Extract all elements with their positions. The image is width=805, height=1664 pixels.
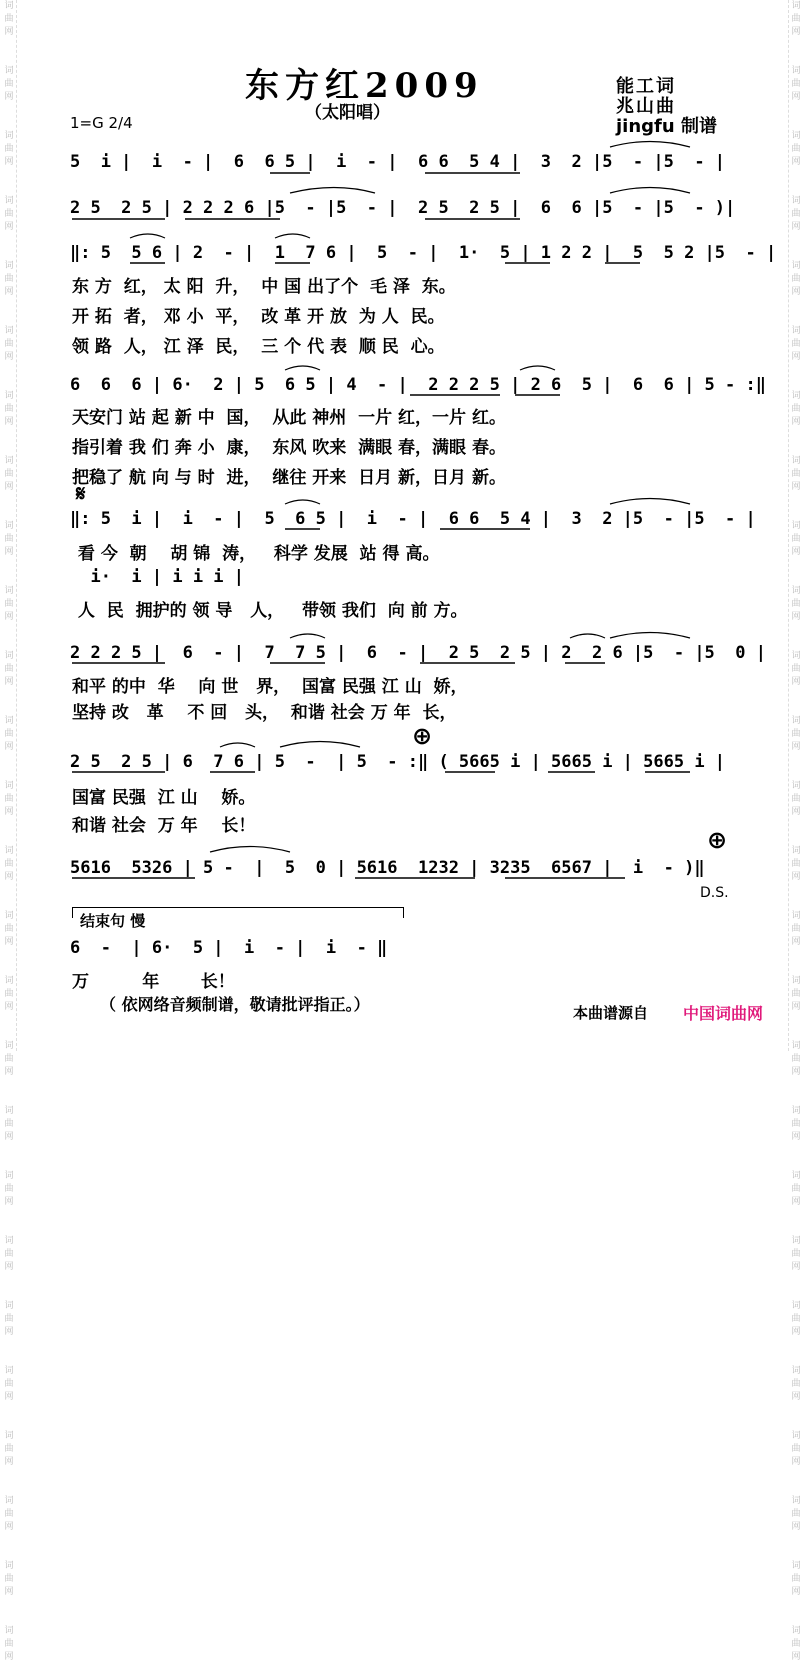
ds-marking: D.S. <box>700 885 729 901</box>
song-title: 东方红2009 <box>245 66 484 106</box>
song-subtitle: （太阳唱） <box>305 103 390 123</box>
score-row-5-alt: i· i | i i i | <box>70 567 244 587</box>
ending-label: 结束句 慢 <box>80 912 146 930</box>
arranger-credit: jingfu 制谱 <box>616 116 717 137</box>
score-row-9: 6 - | 6· 5 | i - | i - ‖ <box>70 938 388 958</box>
coda-sign-2: ⊕ <box>707 826 728 854</box>
lyric-row-4-verse-2: 指引着 我 们 奔 小 康， 东风 吹来 满眼 春，满眼 春。 <box>72 438 506 458</box>
lyric-row-4-verse-1: 天安门 站 起 新 中 国， 从此 神州 一片 红，一片 红。 <box>72 408 506 428</box>
footer-note: （ 依网络音频制谱，敬请批评指正。） <box>100 995 370 1014</box>
score-row-1: 5 i | i - | 6 6 5 | i - | 6 6 5 4 | 3 2 |5 - |5 - | <box>70 152 726 172</box>
watermark-left: 词 曲 网 词 曲 网 词 曲 网 词 曲 网 词 曲 网 词 曲 网 词 曲 网 词 曲 网 词 曲 网 词 曲 网 词 曲 网 词 曲 网 词 曲 网 词 曲 网 词 曲 网 词 曲 网 词 曲 网 词 曲 网 词 曲 网 词 曲 网 词 曲 网 词 曲 网 词 曲 网 词 曲 网 词 曲 网 词 曲 网 <box>2 0 17 1051</box>
lyric-row-6-verse-1: 和平 的中 华 向 世 界， 国富 民强 江 山 娇， <box>72 677 468 697</box>
score-row-2: 2 5 2 5 | 2 2 2 6 |5 - |5 - | 2 5 2 5 | 6 6 |5 - |5 - )| <box>70 198 736 218</box>
score-row-8: 5616 5326 | 5 - | 5 0 | 5616 1232 | 3235 6567 | i - )‖ <box>70 858 705 878</box>
lyricist-credit: 能工词 <box>616 76 676 97</box>
lyric-row-4-verse-3: 把稳了 航 向 与 时 进， 继往 开来 日月 新，日月 新。 <box>72 468 506 488</box>
key-signature: 1=G 2/4 <box>70 114 133 132</box>
score-row-4: 6 6 6 | 6· 2 | 5 6 5 | 4 - | 2 2 2 5 | 2 6 5 | 6 6 | 5 - :‖ <box>70 375 766 395</box>
score-row-7: 2 5 2 5 | 6 7 6 | 5 - | 5 - :‖ ( 5665 i | 5665 i | 5665 i | <box>70 752 726 772</box>
lyric-row-9: 万 年 长！ <box>72 972 235 992</box>
source-site-link[interactable]: 中国词曲网 <box>683 1004 764 1023</box>
lyric-row-3-verse-1: 东 方 红， 太 阳 升， 中 国 出了个 毛 泽 东。 <box>72 277 456 297</box>
composer-credit: 兆山曲 <box>616 96 676 117</box>
lyric-row-7-verse-2: 和谐 社会 万 年 长！ <box>72 816 256 836</box>
lyric-row-5-verse-2: 人 民 拥护的 领 导 人， 带领 我们 向 前 方。 <box>72 601 468 621</box>
coda-sign-1: ⊕ <box>412 722 433 750</box>
source-label: 本曲谱源自 <box>573 1004 649 1022</box>
segno-sign: 𝄋 <box>76 482 86 507</box>
lyric-row-6-verse-2: 坚持 改 革 不 回 头， 和谐 社会 万 年 长， <box>72 703 457 723</box>
lyric-row-7-verse-1: 国富 民强 江 山 娇。 <box>72 788 256 808</box>
lyric-row-5-verse-1: 看 今 朝 胡 锦 涛， 科学 发展 站 得 高。 <box>72 544 440 564</box>
lyric-row-3-verse-3: 领 路 人， 江 泽 民， 三 个 代 表 顺 民 心。 <box>72 337 445 357</box>
score-row-5: ‖: 5 i | i - | 5 6 5 | i - | 6 6 5 4 | 3 2 |5 - |5 - | <box>70 509 756 529</box>
score-row-3: ‖: 5 5 6 | 2 - | 1 7 6 | 5 - | 1· 5 | 1 2 2 | 5 5 2 |5 - | <box>70 243 777 263</box>
score-row-6: 2 2 2 5 | 6 - | 7 7 5 | 6 - | 2 5 2 5 | 2 2 6 |5 - |5 0 | <box>70 643 766 663</box>
watermark-right: 词 曲 网 词 曲 网 词 曲 网 词 曲 网 词 曲 网 词 曲 网 词 曲 网 词 曲 网 词 曲 网 词 曲 网 词 曲 网 词 曲 网 词 曲 网 词 曲 网 词 曲 网 词 曲 网 词 曲 网 词 曲 网 词 曲 网 词 曲 网 词 曲 网 词 曲 网 词 曲 网 词 曲 网 词 曲 网 词 曲 网 <box>788 0 803 1051</box>
lyric-row-3-verse-2: 开 拓 者， 邓 小 平， 改 革 开 放 为 人 民。 <box>72 307 445 327</box>
